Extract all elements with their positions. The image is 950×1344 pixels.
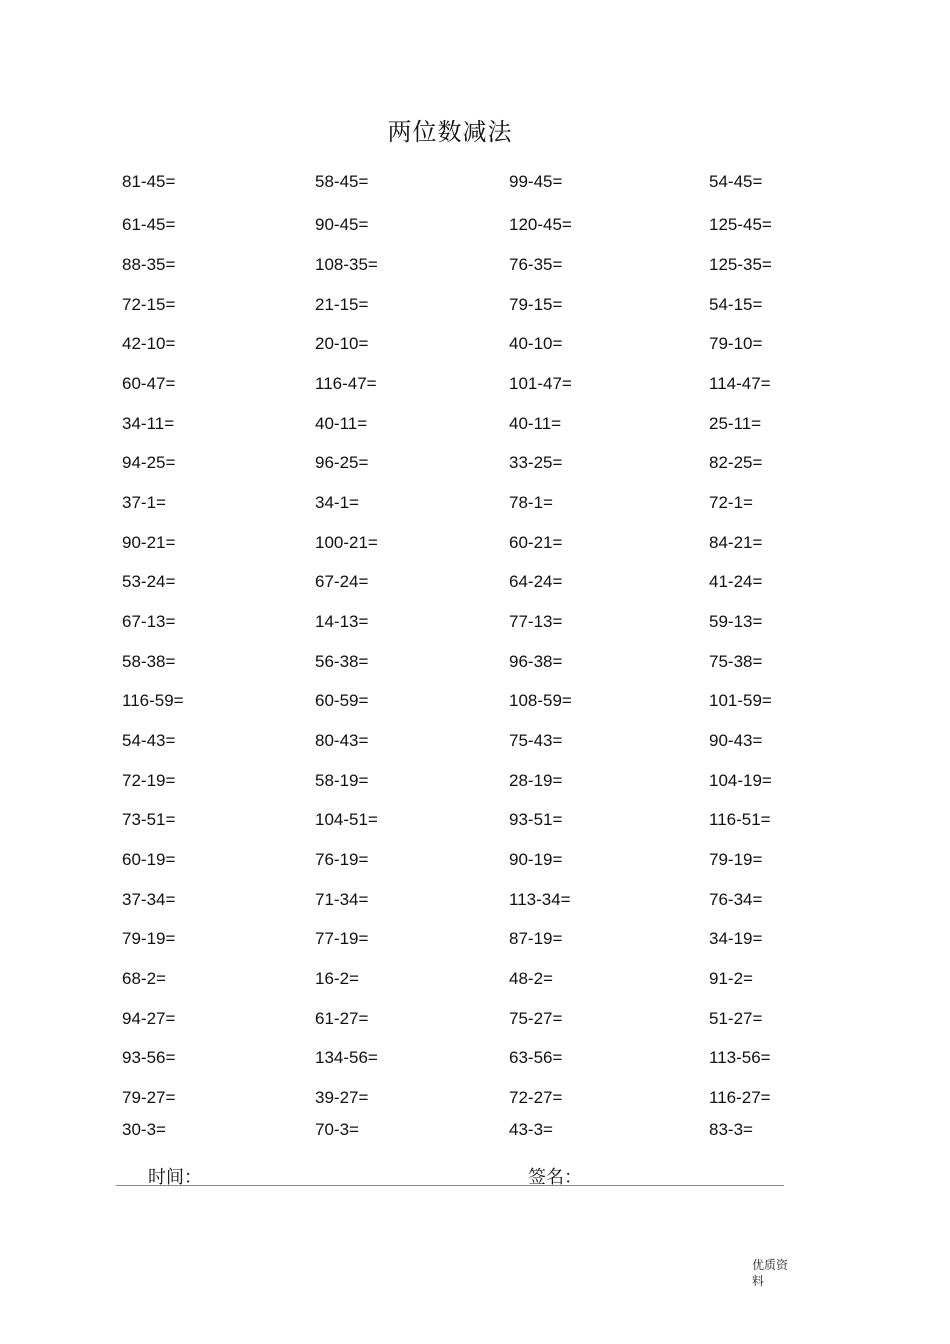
problem-cell: 76-19= xyxy=(315,850,369,869)
footer-divider xyxy=(116,1185,784,1186)
problem-cell: 82-25= xyxy=(709,453,763,472)
problem-cell: 79-27= xyxy=(122,1088,176,1107)
problem-cell: 90-19= xyxy=(509,850,563,869)
problem-cell: 125-45= xyxy=(709,215,772,234)
problem-cell: 96-25= xyxy=(315,453,369,472)
problem-cell: 54-15= xyxy=(709,295,763,314)
problem-cell: 59-13= xyxy=(709,612,763,631)
problem-cell: 90-43= xyxy=(709,731,763,750)
problem-cell: 104-51= xyxy=(315,810,378,829)
problem-cell: 25-11= xyxy=(709,414,762,433)
problem-cell: 108-35= xyxy=(315,255,378,274)
problem-cell: 60-21= xyxy=(509,533,563,552)
problem-cell: 104-19= xyxy=(709,771,772,790)
problem-cell: 54-45= xyxy=(709,172,763,191)
problem-cell: 94-25= xyxy=(122,453,176,472)
problem-cell: 101-59= xyxy=(709,691,772,710)
problem-cell: 90-45= xyxy=(315,215,369,234)
problem-cell: 53-24= xyxy=(122,572,176,591)
problem-cell: 116-51= xyxy=(709,810,771,829)
problem-cell: 42-10= xyxy=(122,334,176,353)
problem-cell: 43-3= xyxy=(509,1120,553,1139)
problem-cell: 51-27= xyxy=(709,1009,763,1028)
problem-cell: 76-35= xyxy=(509,255,563,274)
problem-cell: 30-3= xyxy=(122,1120,166,1139)
problem-cell: 37-34= xyxy=(122,890,176,909)
problem-cell: 73-51= xyxy=(122,810,176,829)
problem-cell: 113-34= xyxy=(509,890,571,909)
problem-cell: 83-3= xyxy=(709,1120,753,1139)
problem-cell: 61-27= xyxy=(315,1009,369,1028)
problem-cell: 108-59= xyxy=(509,691,572,710)
problem-cell: 40-11= xyxy=(509,414,562,433)
problem-cell: 61-45= xyxy=(122,215,176,234)
problem-cell: 40-11= xyxy=(315,414,368,433)
signature-label: 签名： xyxy=(528,1167,582,1188)
problem-cell: 93-51= xyxy=(509,810,563,829)
problem-cell: 75-43= xyxy=(509,731,563,750)
problem-cell: 60-19= xyxy=(122,850,176,869)
problem-cell: 75-27= xyxy=(509,1009,563,1028)
problem-cell: 60-47= xyxy=(122,374,176,393)
problem-cell: 68-2= xyxy=(122,969,166,988)
problem-cell: 113-56= xyxy=(709,1048,771,1067)
problem-cell: 37-1= xyxy=(122,493,166,512)
problem-cell: 56-38= xyxy=(315,652,369,671)
problem-cell: 81-45= xyxy=(122,172,176,191)
problem-cell: 71-34= xyxy=(315,890,369,909)
watermark-text: 优质资料 xyxy=(752,1258,789,1288)
problem-cell: 100-21= xyxy=(315,533,378,552)
problem-cell: 90-21= xyxy=(122,533,176,552)
problem-cell: 76-34= xyxy=(709,890,763,909)
problem-cell: 134-56= xyxy=(315,1048,378,1067)
problem-cell: 99-45= xyxy=(509,172,563,191)
problem-cell: 20-10= xyxy=(315,334,369,353)
problem-cell: 72-19= xyxy=(122,771,176,790)
problem-cell: 79-15= xyxy=(509,295,563,314)
problem-cell: 67-13= xyxy=(122,612,176,631)
problem-cell: 116-59= xyxy=(122,691,184,710)
problem-cell: 88-35= xyxy=(122,255,176,274)
problem-cell: 40-10= xyxy=(509,334,563,353)
problem-cell: 79-19= xyxy=(122,929,176,948)
problem-cell: 96-38= xyxy=(509,652,563,671)
time-label: 时间： xyxy=(148,1167,202,1188)
problem-cell: 48-2= xyxy=(509,969,553,988)
problem-cell: 63-56= xyxy=(509,1048,563,1067)
problem-cell: 101-47= xyxy=(509,374,572,393)
problem-cell: 16-2= xyxy=(315,969,359,988)
problem-cell: 34-11= xyxy=(122,414,175,433)
problem-cell: 70-3= xyxy=(315,1120,359,1139)
problem-cell: 28-19= xyxy=(509,771,563,790)
problem-cell: 120-45= xyxy=(509,215,572,234)
problem-cell: 79-19= xyxy=(709,850,763,869)
problem-cell: 114-47= xyxy=(709,374,771,393)
problem-cell: 116-47= xyxy=(315,374,377,393)
problem-cell: 75-38= xyxy=(709,652,763,671)
problem-cell: 93-56= xyxy=(122,1048,176,1067)
page-title: 两位数减法 xyxy=(387,118,513,146)
problem-cell: 91-2= xyxy=(709,969,753,988)
problem-cell: 79-10= xyxy=(709,334,763,353)
problem-cell: 84-21= xyxy=(709,533,763,552)
problem-cell: 94-27= xyxy=(122,1009,176,1028)
problem-cell: 72-27= xyxy=(509,1088,563,1107)
problem-cell: 58-19= xyxy=(315,771,369,790)
problem-cell: 116-27= xyxy=(709,1088,771,1107)
problem-cell: 67-24= xyxy=(315,572,369,591)
problem-cell: 41-24= xyxy=(709,572,763,591)
problem-cell: 34-1= xyxy=(315,493,359,512)
problem-cell: 125-35= xyxy=(709,255,772,274)
problem-cell: 54-43= xyxy=(122,731,176,750)
problem-cell: 58-38= xyxy=(122,652,176,671)
problem-cell: 72-15= xyxy=(122,295,176,314)
problem-cell: 64-24= xyxy=(509,572,563,591)
problem-cell: 78-1= xyxy=(509,493,553,512)
problem-cell: 77-13= xyxy=(509,612,563,631)
problem-cell: 80-43= xyxy=(315,731,369,750)
problem-cell: 58-45= xyxy=(315,172,369,191)
problem-cell: 72-1= xyxy=(709,493,753,512)
problem-cell: 77-19= xyxy=(315,929,369,948)
problem-cell: 21-15= xyxy=(315,295,369,314)
problem-cell: 60-59= xyxy=(315,691,369,710)
problem-cell: 33-25= xyxy=(509,453,563,472)
problem-cell: 87-19= xyxy=(509,929,563,948)
problem-cell: 14-13= xyxy=(315,612,369,631)
problem-cell: 39-27= xyxy=(315,1088,369,1107)
problem-cell: 34-19= xyxy=(709,929,763,948)
